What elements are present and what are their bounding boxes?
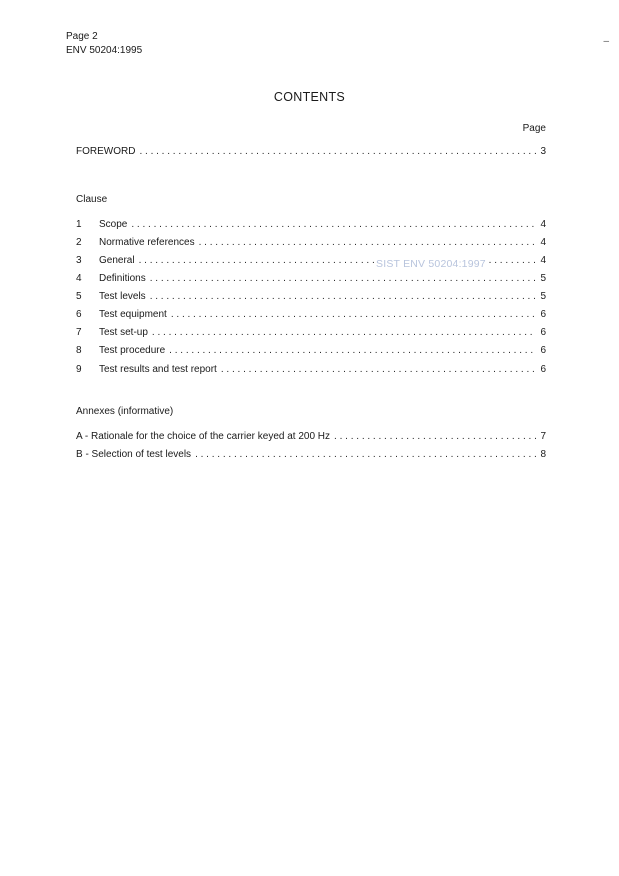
clause-number: 6 — [76, 309, 82, 320]
toc-entry-clause[interactable] — [76, 219, 546, 233]
annex-heading: Annexes (informative) — [76, 406, 174, 417]
toc-entry-page: 5 — [540, 291, 546, 302]
clause-number: 3 — [76, 255, 82, 266]
toc-entry-page: 4 — [540, 237, 546, 248]
clause-number: 1 — [76, 219, 82, 230]
toc-entry-page: 5 — [540, 273, 546, 284]
clause-heading: Clause — [76, 194, 108, 205]
clause-number: 8 — [76, 345, 82, 356]
toc-entry-label: Test set-up — [99, 327, 148, 338]
dot-leader — [221, 364, 537, 375]
toc-entry-label: Scope — [99, 219, 128, 230]
toc-entry-label: A - Rationale for the choice of the carrier keyed at 200 Hz — [76, 431, 331, 442]
clause-number: 9 — [76, 364, 82, 375]
page-title: CONTENTS — [273, 90, 346, 104]
toc-entry-page: 4 — [540, 219, 546, 230]
toc-entry-page: 6 — [540, 327, 546, 338]
toc-entry-page: 6 — [540, 364, 546, 375]
page-column-label: Page — [522, 123, 546, 134]
toc-entry-label: B - Selection of test levels — [76, 449, 192, 460]
toc-entry-label: Test levels — [99, 291, 146, 302]
dot-leader — [199, 237, 537, 248]
toc-entry-foreword[interactable] — [76, 146, 546, 160]
toc-entry-clause[interactable] — [76, 273, 546, 287]
toc-entry-label: Test procedure — [99, 345, 166, 356]
toc-entry-clause[interactable] — [76, 327, 546, 341]
page-number-line: Page 2 — [66, 31, 98, 42]
page-header — [66, 30, 142, 58]
toc-entry-clause[interactable] — [76, 291, 546, 305]
toc-entry-page: 4 — [540, 255, 546, 266]
toc-entry-page: 6 — [540, 345, 546, 356]
toc-entry-label: Test equipment — [99, 309, 167, 320]
clause-number: 5 — [76, 291, 82, 302]
toc-entry-page: 6 — [540, 309, 546, 320]
toc-entry-clause[interactable] — [76, 309, 546, 323]
toc-entry-clause[interactable] — [76, 345, 546, 359]
watermark: SIST ENV 50204:1997 — [376, 258, 486, 270]
dot-leader — [152, 327, 537, 338]
clause-number: 2 — [76, 237, 82, 248]
dot-leader — [334, 431, 536, 442]
clause-number: 4 — [76, 273, 82, 284]
toc-entry-label: FOREWORD — [76, 146, 136, 157]
toc-entry-annex[interactable] — [76, 449, 546, 463]
dot-leader — [169, 345, 536, 356]
toc-entry-clause[interactable] — [76, 364, 546, 378]
toc-entry-clause[interactable] — [76, 237, 546, 251]
toc-entry-label: Test results and test report — [99, 364, 217, 375]
toc-entry-page: 7 — [540, 431, 546, 442]
dot-leader — [171, 309, 537, 320]
toc-entry-page: 3 — [540, 146, 546, 157]
dot-leader — [139, 146, 536, 157]
toc-entry-label: Definitions — [99, 273, 146, 284]
dot-leader — [131, 219, 536, 230]
corner-mark: – — [603, 36, 609, 47]
dot-leader — [150, 291, 537, 302]
dot-leader — [195, 449, 536, 460]
toc-entry-label: General — [99, 255, 135, 266]
toc-entry-label: Normative references — [99, 237, 195, 248]
toc-entry-annex[interactable] — [76, 431, 546, 445]
dot-leader — [150, 273, 537, 284]
document-id-line: ENV 50204:1995 — [66, 45, 143, 56]
clause-number: 7 — [76, 327, 82, 338]
toc-entry-page: 8 — [540, 449, 546, 460]
